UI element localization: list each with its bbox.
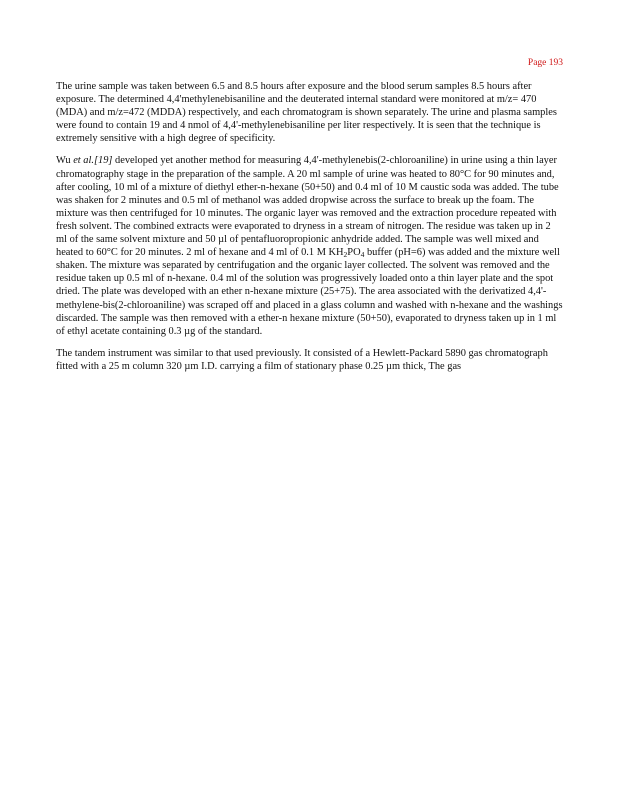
- document-body: [56, 80, 564, 382]
- subscript-2: 2: [343, 250, 348, 260]
- author-name: Wu: [56, 155, 74, 167]
- paragraph-wu-method: [56, 154, 564, 337]
- paragraph-urine-sample: The urine sample was taken between 6.5 and 8.5 hours after exposure and the blood serum samples 8.5 hours after exposure. The determined 4,4'methylenebisaniline and the deuterated internal standard were monitored at m/z= 470 (MDA) and m/z=472 (MDDA) respectively, and each chromatogram is shown separately. The urine and plasma samples were found to contain 19 and 4 nmol of 4,4'-methylenebisaniline per liter respectively. It is seen that the technique is extremely sensitive with a high degree of specificity.: [56, 81, 557, 145]
- citation-reference: et al.[19]: [73, 155, 113, 167]
- page-number: Page 193: [527, 58, 563, 68]
- method-text-part3: buffer (pH=6) was added and the mixture well shaken. The mixture was separated by centrifugation and the organic layer collected. The solvent was removed and the residue taken up 0.5 ml of n-hexane. 0.4 ml of the solution was progressively loaded onto a thin layer plate and the spot dried. The plate was developed with an ether n-hexane mixture (25+75). The area associated with the derivatized 4,4'-methylene-bis(2-chloroaniline) was scraped off and placed in a glass column and washed with n-hexane and the washings discarded. The sample was then removed with a ether-n hexane mixture (50+50), evaporated to dryness taken up in 1 ml of ethyl acetate containing 0.3 µg of the standard.: [56, 247, 563, 337]
- subscript-4: 4: [360, 250, 365, 260]
- method-text-part1: developed yet another method for measuring 4,4'-methylenebis(2-chloroaniline) in urine using a thin layer chromatography stage in the preparation of the sample. A 20 ml sample of urine was heated to 80°C for 90 minutes and, after cooling, 10 ml of a mixture of diethyl ether-n-hexane (50+50) and 0.4 ml of 10 M caustic soda was added. The tube was shaken for 2 minutes and 0.5 ml of methanol was added dropwise across the surface to break up the foam. The mixture was then centrifuged for 10 minutes. The organic layer was removed and the extraction procedure repeated with fresh solvent. The combined extracts were evaporated to dryness in a stream of nitrogen. The residue was taken up in 2 ml of the same solvent mixture and 50 µl of pentafluoropropionic anhydride added. The sample was well mixed and heated to 60°C for 20 minutes. 2 ml of hexane and 4 ml of 0.1 M KH: [56, 155, 559, 259]
- method-text-part2: PO: [347, 247, 361, 259]
- paragraph-tandem-instrument: The tandem instrument was similar to that used previously. It consisted of a Hewlett-Packard 5890 gas chromatograph fitted with a 25 m column 320 µm I.D. carrying a film of stationary phase 0.25 µm thick, The gas: [56, 347, 548, 372]
